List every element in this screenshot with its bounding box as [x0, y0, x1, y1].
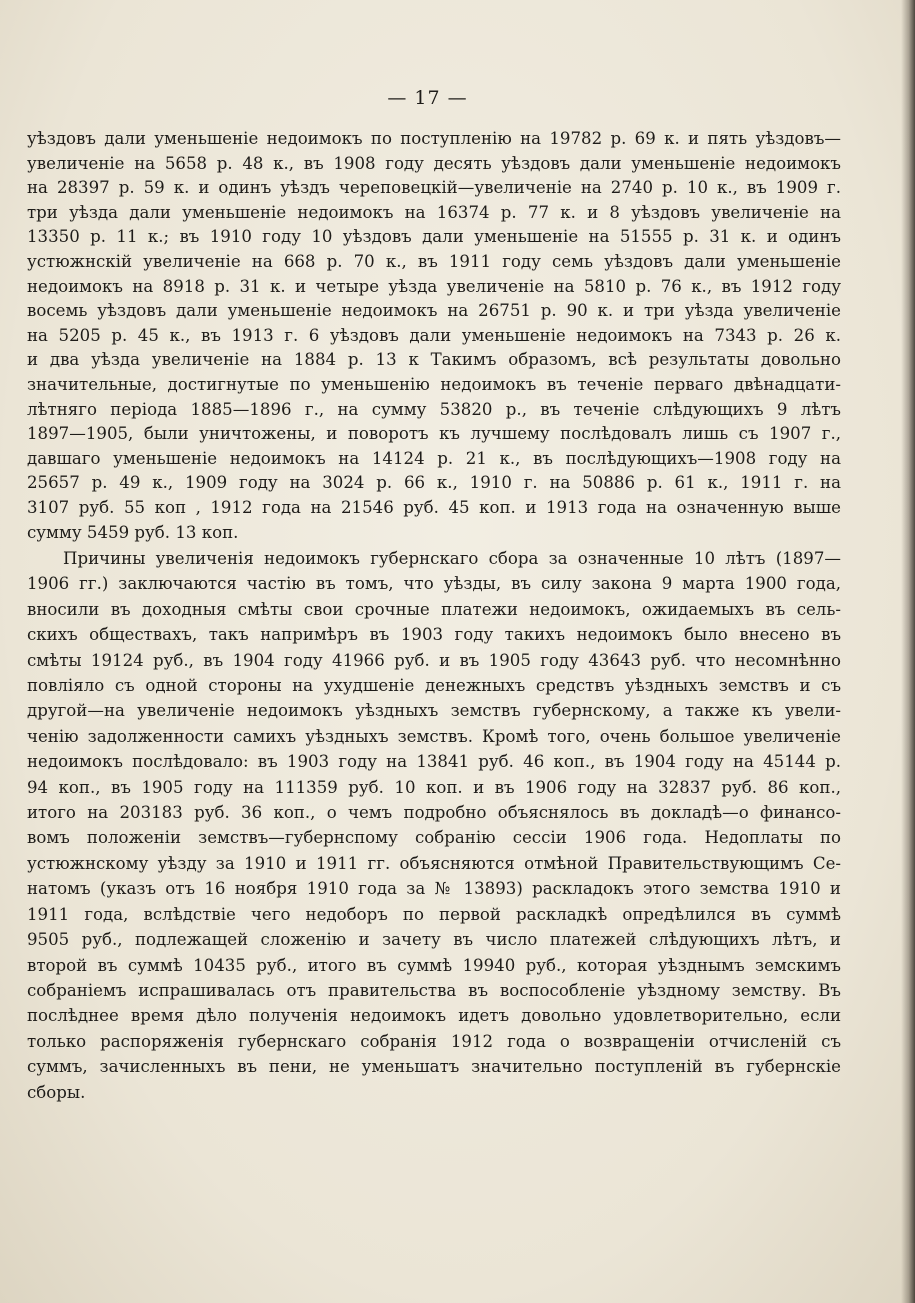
page-binding-shadow — [901, 0, 915, 1303]
text-line: суммъ, зачисленныхъ въ пени, не уменьшатъ значительно поступленій въ губернскіе — [27, 1057, 841, 1077]
text-line: 1897—1905, были уничтожены, и поворотъ къ лучшему послѣдовалъ лишь съ 1907 г., — [27, 424, 841, 444]
text-line: устюжнскому уѣзду за 1910 и 1911 гг. объясняются отмѣной Правительствующимъ Се- — [27, 853, 841, 873]
text-line: и два уѣзда увеличеніе на 1884 р. 13 к Такимъ образомъ, всѣ результаты довольно — [27, 350, 841, 370]
text-line: 1911 года, вслѣдствіе чего недоборъ по первой раскладкѣ опредѣлился въ суммѣ — [27, 904, 841, 924]
text-line: давшаго уменьшеніе недоимокъ на 14124 р. 21 к., въ послѣдующихъ—1908 году на — [27, 448, 841, 468]
text-line: 25657 р. 49 к., 1909 году на 3024 р. 66 к., 1910 г. на 50886 р. 61 к., 1911 г. на — [27, 473, 841, 493]
text-line: 9505 руб., подлежащей сложенію и зачету въ число платежей слѣдующихъ лѣтъ, и — [27, 930, 841, 950]
text-line: три уѣзда дали уменьшеніе недоимокъ на 16374 р. 77 к. и 8 уѣздовъ увеличеніе на — [27, 202, 841, 222]
paragraph-2 — [27, 546, 841, 1105]
text-line: вносили въ доходныя смѣты свои срочные платежи недоимокъ, ожидаемыхъ въ сель- — [27, 599, 841, 619]
text-line: недоимокъ послѣдовало: въ 1903 году на 13841 руб. 46 коп., въ 1904 году на 45144 р. — [27, 752, 841, 772]
text-line: послѣднее время дѣло полученія недоимокъ идетъ довольно удовлетворительно, если — [27, 1006, 841, 1026]
text-line: скихъ обществахъ, такъ напримѣръ въ 1903 году такихъ недоимокъ было внесено въ — [27, 625, 841, 645]
text-line: итого на 203183 руб. 36 коп., о чемъ подробно объяснялось въ докладѣ—о финансо- — [27, 803, 841, 823]
text-line: сборы. — [27, 1082, 86, 1102]
text-line: недоимокъ на 8918 р. 31 к. и четыре уѣзда увеличеніе на 5810 р. 76 к., въ 1912 году — [27, 276, 841, 296]
text-line: 13350 р. 11 к.; въ 1910 году 10 уѣздовъ дали уменьшеніе на 51555 р. 31 к. и одинъ — [27, 227, 841, 247]
text-line: на 28397 р. 59 к. и одинъ уѣздъ череповецкій—увеличеніе на 2740 р. 10 к., въ 1909 г. — [27, 178, 841, 198]
paragraph-1 — [27, 127, 841, 545]
text-line: 94 коп., въ 1905 году на 111359 руб. 10 коп. и въ 1906 году на 32837 руб. 86 коп., — [27, 777, 841, 797]
text-line: устюжнскій увеличеніе на 668 р. 70 к., въ 1911 году семь уѣздовъ дали уменьшеніе — [27, 251, 841, 271]
text-line: увеличеніе на 5658 р. 48 к., въ 1908 году десять уѣздовъ дали уменьшеніе недоимокъ — [27, 153, 841, 173]
text-line: уѣздовъ дали уменьшеніе недоимокъ по поступленію на 19782 р. 69 к. и пять уѣздовъ— — [27, 129, 841, 148]
text-line: смѣты 19124 руб., въ 1904 году 41966 руб. и въ 1905 году 43643 руб. что несомнѣнно — [27, 650, 841, 670]
text-line: вомъ положеніи земствъ—губернспому собранію сессіи 1906 года. Недоплаты по — [27, 828, 841, 848]
text-line: на 5205 р. 45 к., въ 1913 г. 6 уѣздовъ дали уменьшеніе недоимокъ на 7343 р. 26 к. — [27, 325, 841, 345]
text-line: второй въ суммѣ 10435 руб., итого въ суммѣ 19940 руб., которая уѣзднымъ земскимъ — [27, 955, 841, 975]
text-line: натомъ (указъ отъ 16 ноября 1910 года за № 13893) раскладокъ этого земства 1910 и — [27, 879, 841, 899]
text-line: ченію задолженности самихъ уѣздныхъ земствъ. Кромѣ того, очень большое увеличеніе — [27, 726, 841, 746]
text-line: другой—на увеличеніе недоимокъ уѣздныхъ земствъ губернскому, а также къ увели- — [27, 701, 841, 721]
text-line: Причины увеличенія недоимокъ губернскаго сбора за означенные 10 лѣтъ (1897— — [63, 549, 841, 568]
text-line: 3107 руб. 55 коп , 1912 года на 21546 руб. 45 коп. и 1913 года на означенную выше — [27, 497, 841, 517]
text-line: собраніемъ испрашивалась отъ правительства въ воспособленіе уѣздному земству. Въ — [27, 980, 841, 1000]
page-number: — 17 — — [387, 87, 468, 109]
text-line: значительные, достигнутые по уменьшенію недоимокъ въ теченіе перваго двѣнадцати- — [27, 374, 841, 394]
text-line: только распоряженія губернскаго собранія 1912 года о возвращеніи отчисленій съ — [27, 1031, 841, 1051]
text-line: сумму 5459 руб. 13 коп. — [27, 522, 239, 542]
text-line: повліяло съ одной стороны на ухудшеніе денежныхъ средствъ уѣздныхъ земствъ и съ — [27, 676, 841, 696]
text-line: лѣтняго періода 1885—1896 г., на сумму 53820 р., въ теченіе слѣдующихъ 9 лѣтъ — [27, 399, 841, 419]
text-line: 1906 гг.) заключаются частію въ томъ, что уѣзды, въ силу закона 9 марта 1900 года, — [27, 574, 841, 594]
text-line: восемь уѣздовъ дали уменьшеніе недоимокъ на 26751 р. 90 к. и три уѣзда увеличеніе — [27, 301, 841, 321]
